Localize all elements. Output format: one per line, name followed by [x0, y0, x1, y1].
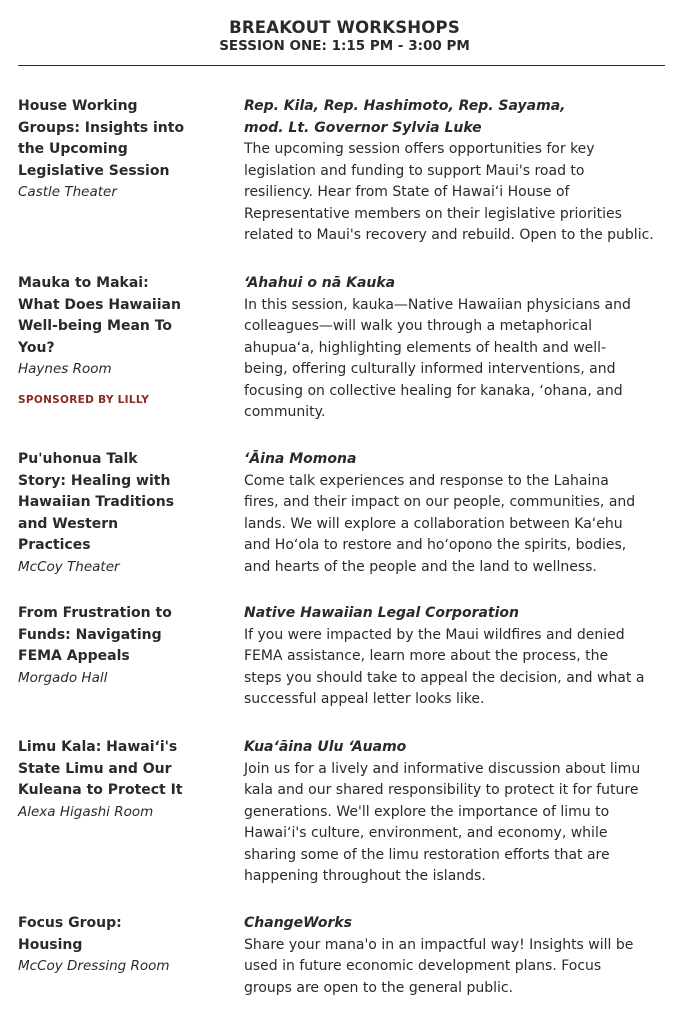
workshop-title-line: Story: Healing with — [18, 472, 171, 489]
workshop-description-line: legislation and funding to support Maui's road to — [244, 162, 585, 179]
workshop-title-line: Well-being Mean To — [18, 318, 173, 334]
workshop-title-line: Housing — [18, 936, 83, 953]
workshop-title-line: From Frustration to — [18, 605, 172, 621]
workshop-description-line: lands. We will explore a collaboration between Kaʻehu — [244, 515, 623, 532]
workshop-room: McCoy Theater — [18, 558, 120, 575]
workshop-description-line: successful appeal letter looks like. — [244, 691, 485, 707]
sponsor-label: SPONSORED BY LILLY — [18, 393, 150, 406]
header-divider — [18, 65, 665, 66]
workshop-description-line: focusing on collective healing for kanaka, ʻohana, and — [244, 382, 623, 399]
workshop-description-line: sharing some of the limu restoration efforts that are — [244, 846, 610, 863]
workshop-title-line: Focus Group: — [18, 915, 122, 931]
workshop-title-line: the Upcoming — [18, 141, 128, 157]
workshop-title-line: Practices — [18, 537, 91, 553]
workshop-description-line: and hearts of the people and the land to wellness. — [244, 558, 597, 575]
workshop-room: Morgado Hall — [18, 669, 108, 686]
workshop-description-line: community. — [244, 404, 326, 420]
workshop-details — [244, 913, 684, 999]
workshop-details — [244, 449, 684, 578]
workshop-description-line: related to Maui's recovery and rebuild. Open to the public. — [244, 227, 654, 243]
workshop-description-line: ahupuaʻa, highlighting elements of health and well- — [244, 339, 607, 356]
workshop-description-line: being, offering culturally informed interventions, and — [244, 361, 616, 377]
workshop-title-line: Pu'uhonua Talk — [18, 451, 138, 467]
workshop-presenter: Rep. Kila, Rep. Hashimoto, Rep. Sayama, — [244, 98, 566, 114]
workshop-info — [18, 737, 223, 823]
page-title: BREAKOUT WORKSHOPS — [229, 18, 460, 37]
session-time: SESSION ONE: 1:15 PM - 3:00 PM — [219, 38, 470, 54]
workshop-presenter: Kuaʻāina Ulu ʻAuamo — [244, 739, 407, 755]
workshop-title-line: Kuleana to Protect It — [18, 782, 183, 798]
workshop-description-line: Join us for a lively and informative discussion about limu — [244, 760, 641, 777]
workshop-description-line: steps you should take to appeal the decision, and what a — [244, 669, 645, 686]
workshop-description-line: The upcoming session offers opportunities for key — [244, 141, 595, 157]
workshop-info — [18, 273, 223, 407]
workshop-info — [18, 603, 223, 689]
page-header — [0, 0, 689, 55]
workshop-room: Alexa Higashi Room — [18, 803, 154, 820]
workshop-info — [18, 96, 223, 204]
workshop-presenter: ʻAhahui o nā Kauka — [244, 275, 396, 291]
workshop-info — [18, 913, 223, 978]
workshop-title-line: What Does Hawaiian — [18, 296, 181, 313]
workshop-description-line: used in future economic development plans. Focus — [244, 958, 602, 974]
workshop-description-line: In this session, kauka—Native Hawaiian physicians and — [244, 296, 631, 313]
workshop-info — [18, 449, 223, 578]
workshop-description-line: kala and our shared responsibility to protect it for future — [244, 782, 639, 798]
workshop-presenter: ʻĀina Momona — [244, 451, 357, 467]
workshop-description-line: colleagues—will walk you through a metaphorical — [244, 318, 593, 334]
workshop-description-line: Share your mana'o in an impactful way! Insights will be — [244, 936, 634, 953]
workshop-title-line: Hawaiian Traditions — [18, 494, 175, 510]
workshop-presenter: mod. Lt. Governor Sylvia Luke — [244, 119, 482, 136]
workshop-description-line: FEMA assistance, learn more about the process, the — [244, 648, 609, 664]
workshop-title-line: Legislative Session — [18, 162, 170, 179]
workshop-description-line: If you were impacted by the Maui wildfires and denied — [244, 626, 625, 643]
workshop-room: Haynes Room — [18, 361, 112, 377]
workshop-title-line: Limu Kala: Hawaiʻi's — [18, 739, 178, 755]
workshop-description-line: and Hoʻola to restore and hoʻopono the spirits, bodies, — [244, 537, 627, 553]
workshop-description-line: happening throughout the islands. — [244, 868, 486, 884]
workshop-description-line: fires, and their impact on our people, communities, and — [244, 494, 636, 510]
workshop-title-line: Funds: Navigating — [18, 626, 162, 643]
workshop-description-line: generations. We'll explore the importance of limu to — [244, 803, 610, 820]
workshop-description-line: Representative members on their legislative priorities — [244, 205, 622, 222]
workshop-description-line: groups are open to the general public. — [244, 979, 514, 996]
workshop-description-line: Hawaiʻi's culture, environment, and economy, while — [244, 825, 608, 841]
workshop-details — [244, 737, 684, 888]
workshop-details — [244, 603, 684, 711]
workshop-title-line: You? — [18, 339, 55, 356]
workshop-title-line: Groups: Insights into — [18, 119, 185, 136]
workshop-description-line: Come talk experiences and response to the Lahaina — [244, 472, 609, 489]
workshop-title-line: and Western — [18, 515, 119, 532]
workshop-room: Castle Theater — [18, 184, 117, 200]
workshop-title-line: Mauka to Makai: — [18, 275, 149, 291]
workshop-details — [244, 273, 684, 424]
workshop-presenter: ChangeWorks — [244, 915, 353, 931]
workshop-details — [244, 96, 684, 247]
workshop-title-line: House Working — [18, 98, 138, 114]
workshop-description-line: resiliency. Hear from State of Hawaiʻi House of — [244, 184, 570, 200]
workshop-title-line: State Limu and Our — [18, 760, 172, 777]
workshop-presenter: Native Hawaiian Legal Corporation — [244, 605, 520, 621]
workshop-title-line: FEMA Appeals — [18, 648, 130, 664]
workshop-room: McCoy Dressing Room — [18, 958, 170, 974]
